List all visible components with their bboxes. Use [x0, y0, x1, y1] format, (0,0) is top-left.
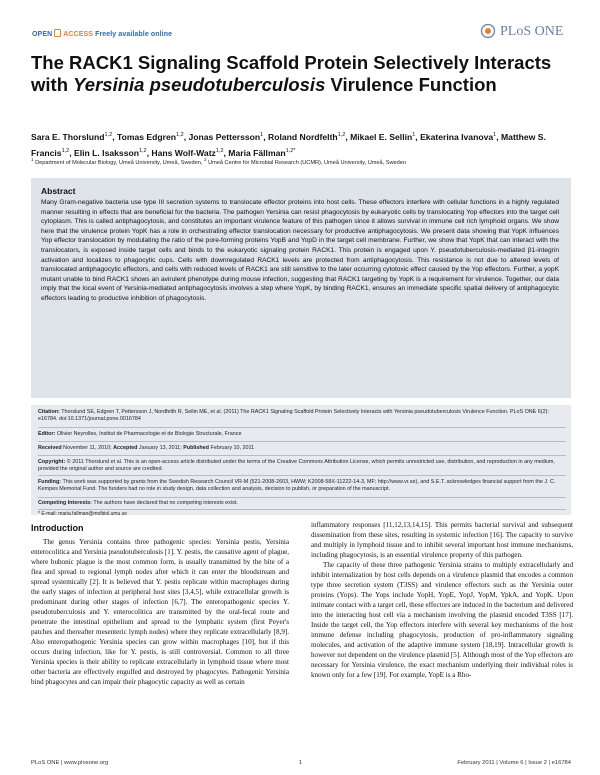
paragraph: inflammatory responses [11,12,13,14,15]. This permits bacterial survival and subsequent dissemination from these sites, resulting in systemic infection [16]. The capacity to survive and multiply in lymphoid tissue and to inhibit several important host immune mechanisms, including phagocytosis, is an essential virulence property of this pathogen. [311, 521, 573, 559]
footer-issue: February 2011 | Volume 6 | Issue 2 | e16784 [457, 760, 571, 766]
author-name: Maria Fällman [228, 147, 286, 158]
author-affiliation-marker: 1,2 [215, 147, 224, 154]
footer-journal[interactable]: PLoS ONE | www.plosone.org [31, 760, 109, 766]
author-name: Hans Wolf-Watz [151, 147, 216, 158]
author-affiliation-marker: 1 [260, 132, 264, 138]
author-name: Mikael E. Sellin [350, 131, 413, 142]
introduction-heading: Introduction [31, 523, 84, 533]
open-access-lock-icon [54, 29, 61, 37]
author-affiliation-marker: 1,2* [285, 147, 296, 154]
divider [38, 497, 566, 498]
editor: Editor: Olivier Neyrolles, Institut de Pharmacologie et de Biologie Structurale, France [38, 431, 242, 437]
abstract-heading: Abstract [41, 186, 76, 196]
author-name: Sara E. Thorslund [31, 131, 105, 142]
author-affiliation-marker: 1 [493, 132, 497, 138]
funding: Funding: This work was supported by grants from the Swedish Research Council VR-M (521-2008-2603, HWW; K2008-58X-11222-14-3, MF; http://www.vr.se), and S.E.T. acknowledges financial support from the J. C. Kempes Memorial Fund. The funders had no role in study design, data collection and analysis, decision to publish, or preparation of the manuscript. [38, 479, 556, 493]
author-affiliation-marker: 1,2 [138, 147, 147, 154]
author-affiliation-marker: 1,2 [61, 147, 70, 154]
freely-available-label: Freely available online [95, 31, 173, 38]
paragraph: The capacity of these three pathogenic Yersinia strains to multiply extracellularly and inhibit internalization by host cells depends on a virulence plasmid that encodes a common type three secretion system (T3SS) and virulence effectors such as the Yersinia outer proteins (Yops). The Yops include YopH, YopE, YopJ, YopM, YpkA, and YopK. Upon intimate contact with a target cell, these effectors are induced in the bacterium and delivered into the interacting host cell via a mechanism involving the plasmid encoded T3SS [17]. Inside the target cell, the Yop effectors interfere with several key mechanisms of the host immune defense including phagocytosis, production of pro-inflammatory signaling molecules, and activation of the adaptive immune system [18,19]. Intracellular growth is however not dependent on the virulence plasmid [5]. Although most of the Yop effectors are necessary for Yersinia virulence, the exact mechanism underlying their individual roles is known only for a few [19]. For example, YopE is a Rho- [311, 561, 573, 679]
copyright: Copyright: © 2011 Thorslund et al. This is an open-access article distributed under the terms of the Creative Commons Attribution License, which permits unrestricted use, distribution, and reproduction in any medium, provided the original author and source are credited. [38, 459, 555, 473]
dates: Received November 11, 2010; Accepted January 13, 2011; Published February 10, 2011 [38, 445, 255, 451]
open-label: OPEN [32, 31, 53, 38]
introduction-column-1: The genus Yersinia contains three pathogenic species: Yersinia pestis, Yersinia enterocolitica and Yersinia pseudotuberculosis [1]. Y. pestis, the causative agent of plague, where bubonic plague is the most common form, is usually transmitted by the bite of a flea and spread to regional lymph nodes after which it can enter the bloodstream and spread systemically [2]. It is believed that Y. pestis replicate within macrophages during the early stages of infection at peripheral host sites [3,4,5], while extracellular growth is predominant during other stages of infection [6,7]. The enteropathogenic species Y. pseudotuberculosis and Y. enterocolitica are transmitted by the oral-fecal route and penetrate the intestinal epithelium and spread to the lymphatic system (first Peyer's patches and thereafter mesenteric lymph nodes) where they replicate extracellularly [8,9]. Also enteropathogenic Yersinia species can grow within macrophages [10], but if this occurs during infection, like for Y. pestis, is still controversial. Common to all three Yersinia species is their ability to replicate extracellularly in lymphoid tissue where most other bacteria are effectively engulfed and destroyed by phagocytes. Pathogenic Yersinia bind phagocytes and can impair their phagocytic capacity as well as certain [31, 538, 289, 686]
journal-logo-text: PLoS ONE [500, 24, 564, 39]
author-affiliation-marker: 1,2 [104, 132, 113, 138]
plos-one-logo[interactable] [480, 22, 570, 42]
contact-email[interactable]: * E-mail: maria.fallman@molbiol.umu.se [38, 511, 128, 517]
divider [38, 427, 566, 428]
author-affiliation-marker: 1,2 [176, 132, 184, 138]
article-title: The RACK1 Signaling Scaffold Protein Selectively Interacts with Yersinia pseudotuberculosis Virulence Function [31, 52, 552, 95]
abstract-text: Many Gram-negative bacteria use type III secretion systems to translocate effector proteins into host cells. These effectors interfere with cellular functions in a highly regulated manner resulting in effects that are beneficial for the bacteria. The pathogen Yersinia can resist phagocytosis by eukaryotic cells by translocating Yop effectors into the target cell cytoplasm. This is called antiphagocytosis, and constitutes an important virulence feature of this pathogen since it allows survival in immune cell rich lymphoid organs. We show here that the virulence protein YopK has a role in orchestrating effector translocation necessary for productive antiphagocytosis. We present data showing that YopK influences Yop effector translocation by modulating the ratio of the pore-forming proteins YopB and YopD in the target cell membrane. Further, we show that YopK that can interact with the translocators, is exposed inside target cells and binds to the eukaryotic signaling protein RACK1. This protein is engaged upon Y. pseudotuberculosis-mediated β1-integrin activation and localizes to phagocytic cups. Cells with downregulated RACK1 levels are protected from antiphagocytosis. This resistance is not due to altered levels of translocated antiphagocytic effectors, and cells with reduced levels of RACK1 are still sensitive to the later occurring cytotoxic effect caused by the Yop effectors. Further, a yopK mutant unable to bind RACK1 shows an avirulent phenotype during mouse infection, suggesting that RACK1 targeting by YopK is a requirement for virulence. Together, our data imply that the local event of Yersinia-mediated antiphagocytosis involves a step where YopK, by binding RACK1, ensures an immediate specific spatial delivery of antiphagocytic effectors leading to productive inhibition of phagocytosis. [41, 199, 559, 302]
divider [38, 455, 566, 456]
author-name: Matthew S. Francis [31, 131, 546, 158]
open-access-banner [32, 29, 172, 38]
author-name: Ekaterina Ivanova [420, 131, 494, 142]
divider [38, 441, 566, 442]
plos-logo-icon [480, 23, 496, 39]
introduction-column-2 [311, 520, 573, 680]
affiliations: $^1$ Department of Molecular Biology, Umeå University, Umeå, Sweden, $^2$ Umeå Centre for Microbial Research (UCMR), Umeå University, Umeå, Sweden [31, 157, 406, 166]
competing-interests: Competing Interests: The authors have declared that no competing interests exist. [38, 500, 238, 506]
citation: Citation: Thorslund SE, Edgren T, Pettersson J, Nordfelth R, Sellin ME, et al. (2011) The RACK1 Signaling Scaffold Protein Selectively Interacts with Yersinia pseudotuberculosis Virulence Function. PLoS ONE 6(2): e16784. doi:10.1371/journal.pone.0016784 [38, 409, 549, 423]
author-name: Tomas Edgren [116, 131, 177, 142]
divider [38, 509, 566, 510]
author-list: Sara E. Thorslund$^{1,2}$, Tomas Edgren$^{1,2}$, Jonas Pettersson$^1$, Roland Nordfelth$^{1,2}$, Mikael E. Sellin$^1$, Ekaterina Ivanova$^1$, Matthew S. Francis$^{1,2}$, Elin L. Isaksson$^{1,2}$, Hans Wolf-Watz$^{1,2}$, Maria Fällman$^{1,2*}$ [31, 131, 546, 158]
author-affiliation-marker: 1,2 [337, 132, 346, 138]
author-affiliation-marker: 1 [412, 132, 416, 138]
author-name: Roland Nordfelth [267, 131, 338, 142]
author-name: Jonas Pettersson [188, 131, 261, 142]
author-name: Elin L. Isaksson [74, 147, 139, 158]
page-number: 1 [299, 760, 303, 766]
access-label: ACCESS [63, 31, 94, 38]
abstract-box [31, 178, 571, 398]
divider [38, 475, 566, 476]
